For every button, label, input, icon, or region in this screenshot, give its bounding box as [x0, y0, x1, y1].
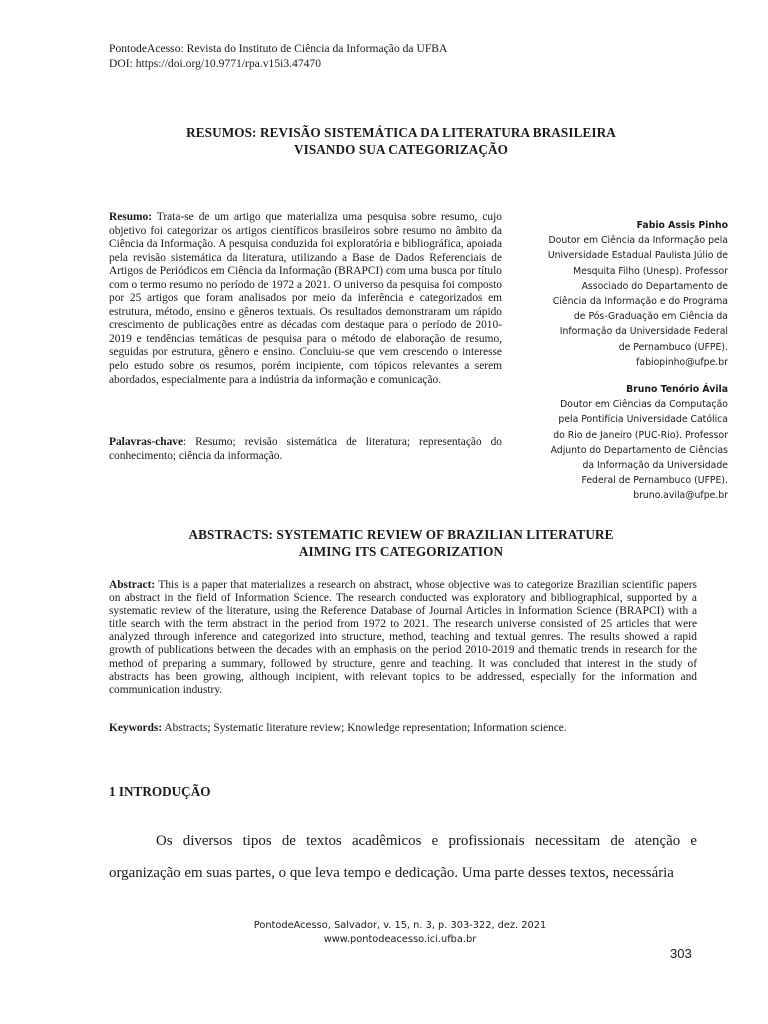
author-card	[508, 382, 728, 504]
author-bio-line: Adjunto do Departamento de Ciências	[550, 444, 728, 456]
author-bio-line: da Informação da Universidade	[582, 460, 728, 472]
title-en-line-2: AIMING ITS CATEGORIZATION	[298, 543, 504, 559]
abstract-block	[109, 579, 697, 697]
resumo-label: Resumo:	[109, 211, 153, 223]
author-bio-line: pela Pontifícia Universidade Católica	[558, 414, 728, 426]
author-bio-line: Associado do Departamento de	[581, 280, 728, 292]
author-name: Bruno Tenório Ávila	[626, 384, 728, 395]
author-bio-line: Informação da Universidade Federal	[559, 326, 728, 338]
palavras-chave-label: Palavras-chave	[109, 436, 184, 448]
title-en-line-1: ABSTRACTS: SYSTEMATIC REVIEW OF BRAZILIAN LITERATURE	[188, 527, 614, 542]
author-bio-line: de Pós-Graduação em Ciência da	[573, 311, 728, 323]
body-paragraph-block	[109, 826, 697, 889]
title-pt-line-2: VISANDO SUA CATEGORIZAÇÃO	[293, 141, 509, 157]
journal-header	[109, 41, 669, 71]
title-pt-line-1: RESUMOS: REVISÃO SISTEMÁTICA DA LITERATURA BRASILEIRA	[186, 125, 616, 140]
author-bio-line: Universidade Estadual Paulista Júlio de	[547, 250, 728, 262]
author-bio-line: Ciência da Informação e do Programa	[552, 296, 728, 308]
author-email[interactable]: fabiopinho@ufpe.br	[636, 356, 728, 368]
keywords-block	[109, 721, 697, 735]
article-title-pt	[100, 125, 702, 158]
author-email[interactable]: bruno.avila@ufpe.br	[633, 490, 728, 502]
author-bio-line: do Rio de Janeiro (PUC-Rio). Professor	[553, 429, 728, 441]
author-bio-line: Federal de Pernambuco (UFPE).	[581, 475, 728, 487]
footer-website[interactable]: www.pontodeacesso.ici.ufba.br	[323, 934, 477, 945]
page-number: 303	[670, 946, 692, 961]
author-bio-line: Doutor em Ciência da Informação pela	[548, 235, 728, 247]
keywords-label: Keywords:	[109, 722, 163, 734]
abstract-label: Abstract:	[109, 579, 156, 591]
footer-citation: PontodeAcesso, Salvador, v. 15, n. 3, p. 303-322, dez. 2021	[253, 920, 547, 931]
author-bio-line: Mesquita Filho (Unesp). Professor	[573, 265, 728, 277]
journal-name: PontodeAcesso: Revista do Instituto de Ciência da Informação da UFBA	[109, 42, 448, 55]
article-title-en	[100, 527, 702, 560]
keywords-text: Abstracts; Systematic literature review; Knowledge representation; Information science.	[164, 722, 567, 734]
section-heading: 1 INTRODUÇÃO	[109, 784, 211, 799]
author-name: Fabio Assis Pinho	[636, 220, 728, 231]
resumo-block	[109, 211, 502, 387]
body-paragraph: Os diversos tipos de textos acadêmicos e profissionais necessitam de atenção e organização em suas partes, o que leva tempo e dedicação. Uma parte desses textos, necessária	[109, 833, 697, 881]
author-bio-line: Doutor em Ciências da Computação	[560, 399, 728, 411]
author-card	[508, 218, 728, 370]
palavras-chave-block	[109, 436, 502, 463]
palavras-chave-text: : Resumo; revisão sistemática de literatura; representação do conhecimento; ciência da informação.	[109, 436, 502, 462]
page-footer	[0, 919, 768, 947]
resumo-text: Trata-se de um artigo que materializa uma pesquisa sobre resumo, cujo objetivo foi categorizar os artigos científicos brasileiros sobre resumo no âmbito da Ciência da Informação. A pesquisa conduzida foi exploratória e bibliográfica, apoiada pela revisão sistemática da literatura, utilizando a Base de Dados Referenciais de Artigos de Periódicos em Ciência da Informação (BRAPCI) com uma busca por título com o termo resumo no período de 1972 a 2021. O universo da pesquisa foi composto por 25 artigos que foram analisados por meio da inferência e categorizados em estrutura, método, ensino e gêneros textuais. Os resultados demonstraram um rápido crescimento de publicações entre as décadas com destaque para o período de 2010-2019 e tendências temáticas de pesquisa para o método de elaboração de resumo, seguidas por estrutura, gênero e ensino. Concluiu-se que vem crescendo o interesse pelo estudo sobre os resumos, porém incipiente, com tópicos relevantes a serem abordados, especialmente para a indústria da informação e comunicação.	[109, 211, 502, 386]
author-bio-line: de Pernambuco (UFPE).	[618, 341, 728, 353]
abstract-text: This is a paper that materializes a research on abstract, whose objective was to categorize Brazilian scientific papers on abstract in the field of Information Science. The research conducted was exploratory and bibliographical, supported by a systematic review of the literature, using the Reference Database of Journal Articles in Information Science (BRAPCI) with a title search with the term abstract in the period from 1972 to 2021. The research universe consisted of 25 articles that were analyzed through inference and categorized into structure, method, teaching and textual genres. The results showed a rapid growth of publications between the decades with an emphasis on the period 2010-2019 and thematic trends in research for the method of preparing a summary, followed by structure, genre and teaching. It was concluded that interest in the study of abstracts has been growing, although incipient, with relevant topics to be addressed, especially for the information and communication industry.	[109, 579, 697, 696]
doi-line: DOI: https://doi.org/10.9771/rpa.v15i3.47470	[109, 57, 322, 70]
